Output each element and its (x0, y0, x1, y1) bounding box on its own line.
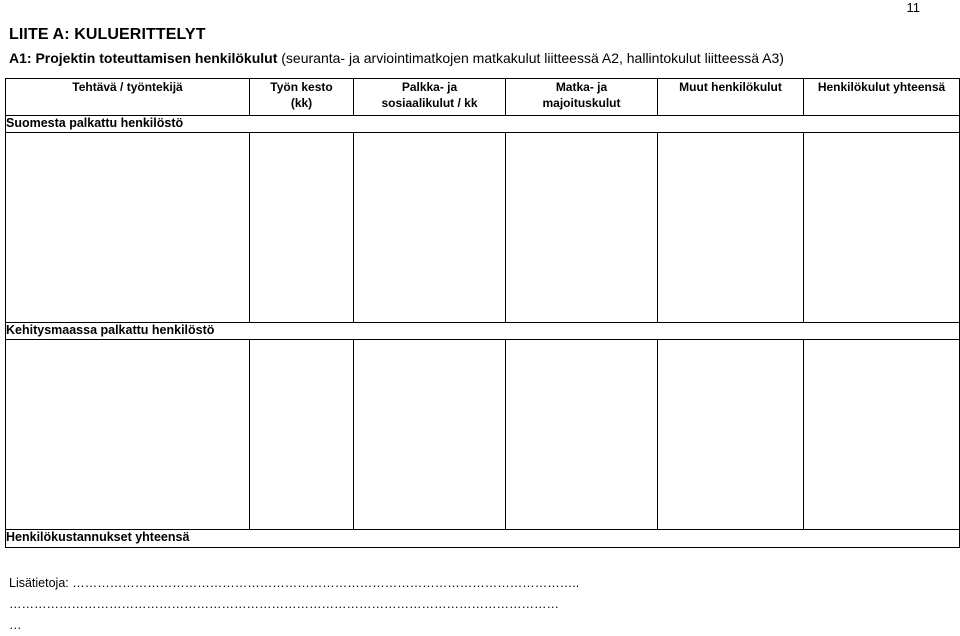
additional-notes (9, 573, 579, 636)
page-number: 11 (906, 0, 920, 15)
total-row (6, 530, 960, 548)
section-label-finland: Suomesta palkattu henkilöstö (6, 116, 960, 133)
notes-line-1: Lisätietoja: ………………………………………………………………………………………………………….. (9, 576, 580, 590)
cell-travel[interactable] (506, 133, 658, 323)
col-header-task: Tehtävä / työntekijä (6, 79, 250, 116)
section-row-developing (6, 323, 960, 340)
page-heading: LIITE A: KULUERITTELYT (9, 26, 206, 43)
entry-row-developing (6, 340, 960, 530)
cell-duration[interactable] (250, 340, 354, 530)
cell-other[interactable] (658, 133, 804, 323)
cell-other[interactable] (658, 340, 804, 530)
col-header-total: Henkilökulut yhteensä (804, 79, 960, 116)
cell-travel[interactable] (506, 340, 658, 530)
subheading-title: A1: Projektin toteuttamisen henkilökulut (9, 50, 278, 66)
cell-task[interactable] (6, 133, 250, 323)
cell-task[interactable] (6, 340, 250, 530)
subheading-note: (seuranta- ja arviointimatkojen matkakulut liitteessä A2, hallintokulut liitteessä A3) (277, 50, 784, 66)
section-subheading (9, 50, 784, 66)
cell-total[interactable] (804, 133, 960, 323)
col-header-duration: Työn kesto (kk) (250, 79, 354, 116)
cell-salary[interactable] (354, 133, 506, 323)
cell-salary[interactable] (354, 340, 506, 530)
cell-total[interactable] (804, 340, 960, 530)
notes-line-3: … (9, 618, 22, 632)
notes-line-2: …………………………………………………………………………………………………………………… (9, 597, 559, 611)
col-header-salary: Palkka- ja sosiaalikulut / kk (354, 79, 506, 116)
section-row-finland (6, 116, 960, 133)
personnel-cost-table (5, 78, 960, 548)
entry-row-finland (6, 133, 960, 323)
table-header-row (6, 79, 960, 116)
col-header-travel: Matka- ja majoituskulut (506, 79, 658, 116)
total-label: Henkilökustannukset yhteensä (6, 530, 960, 548)
col-header-other: Muut henkilökulut (658, 79, 804, 116)
cell-duration[interactable] (250, 133, 354, 323)
section-label-developing: Kehitysmaassa palkattu henkilöstö (6, 323, 960, 340)
